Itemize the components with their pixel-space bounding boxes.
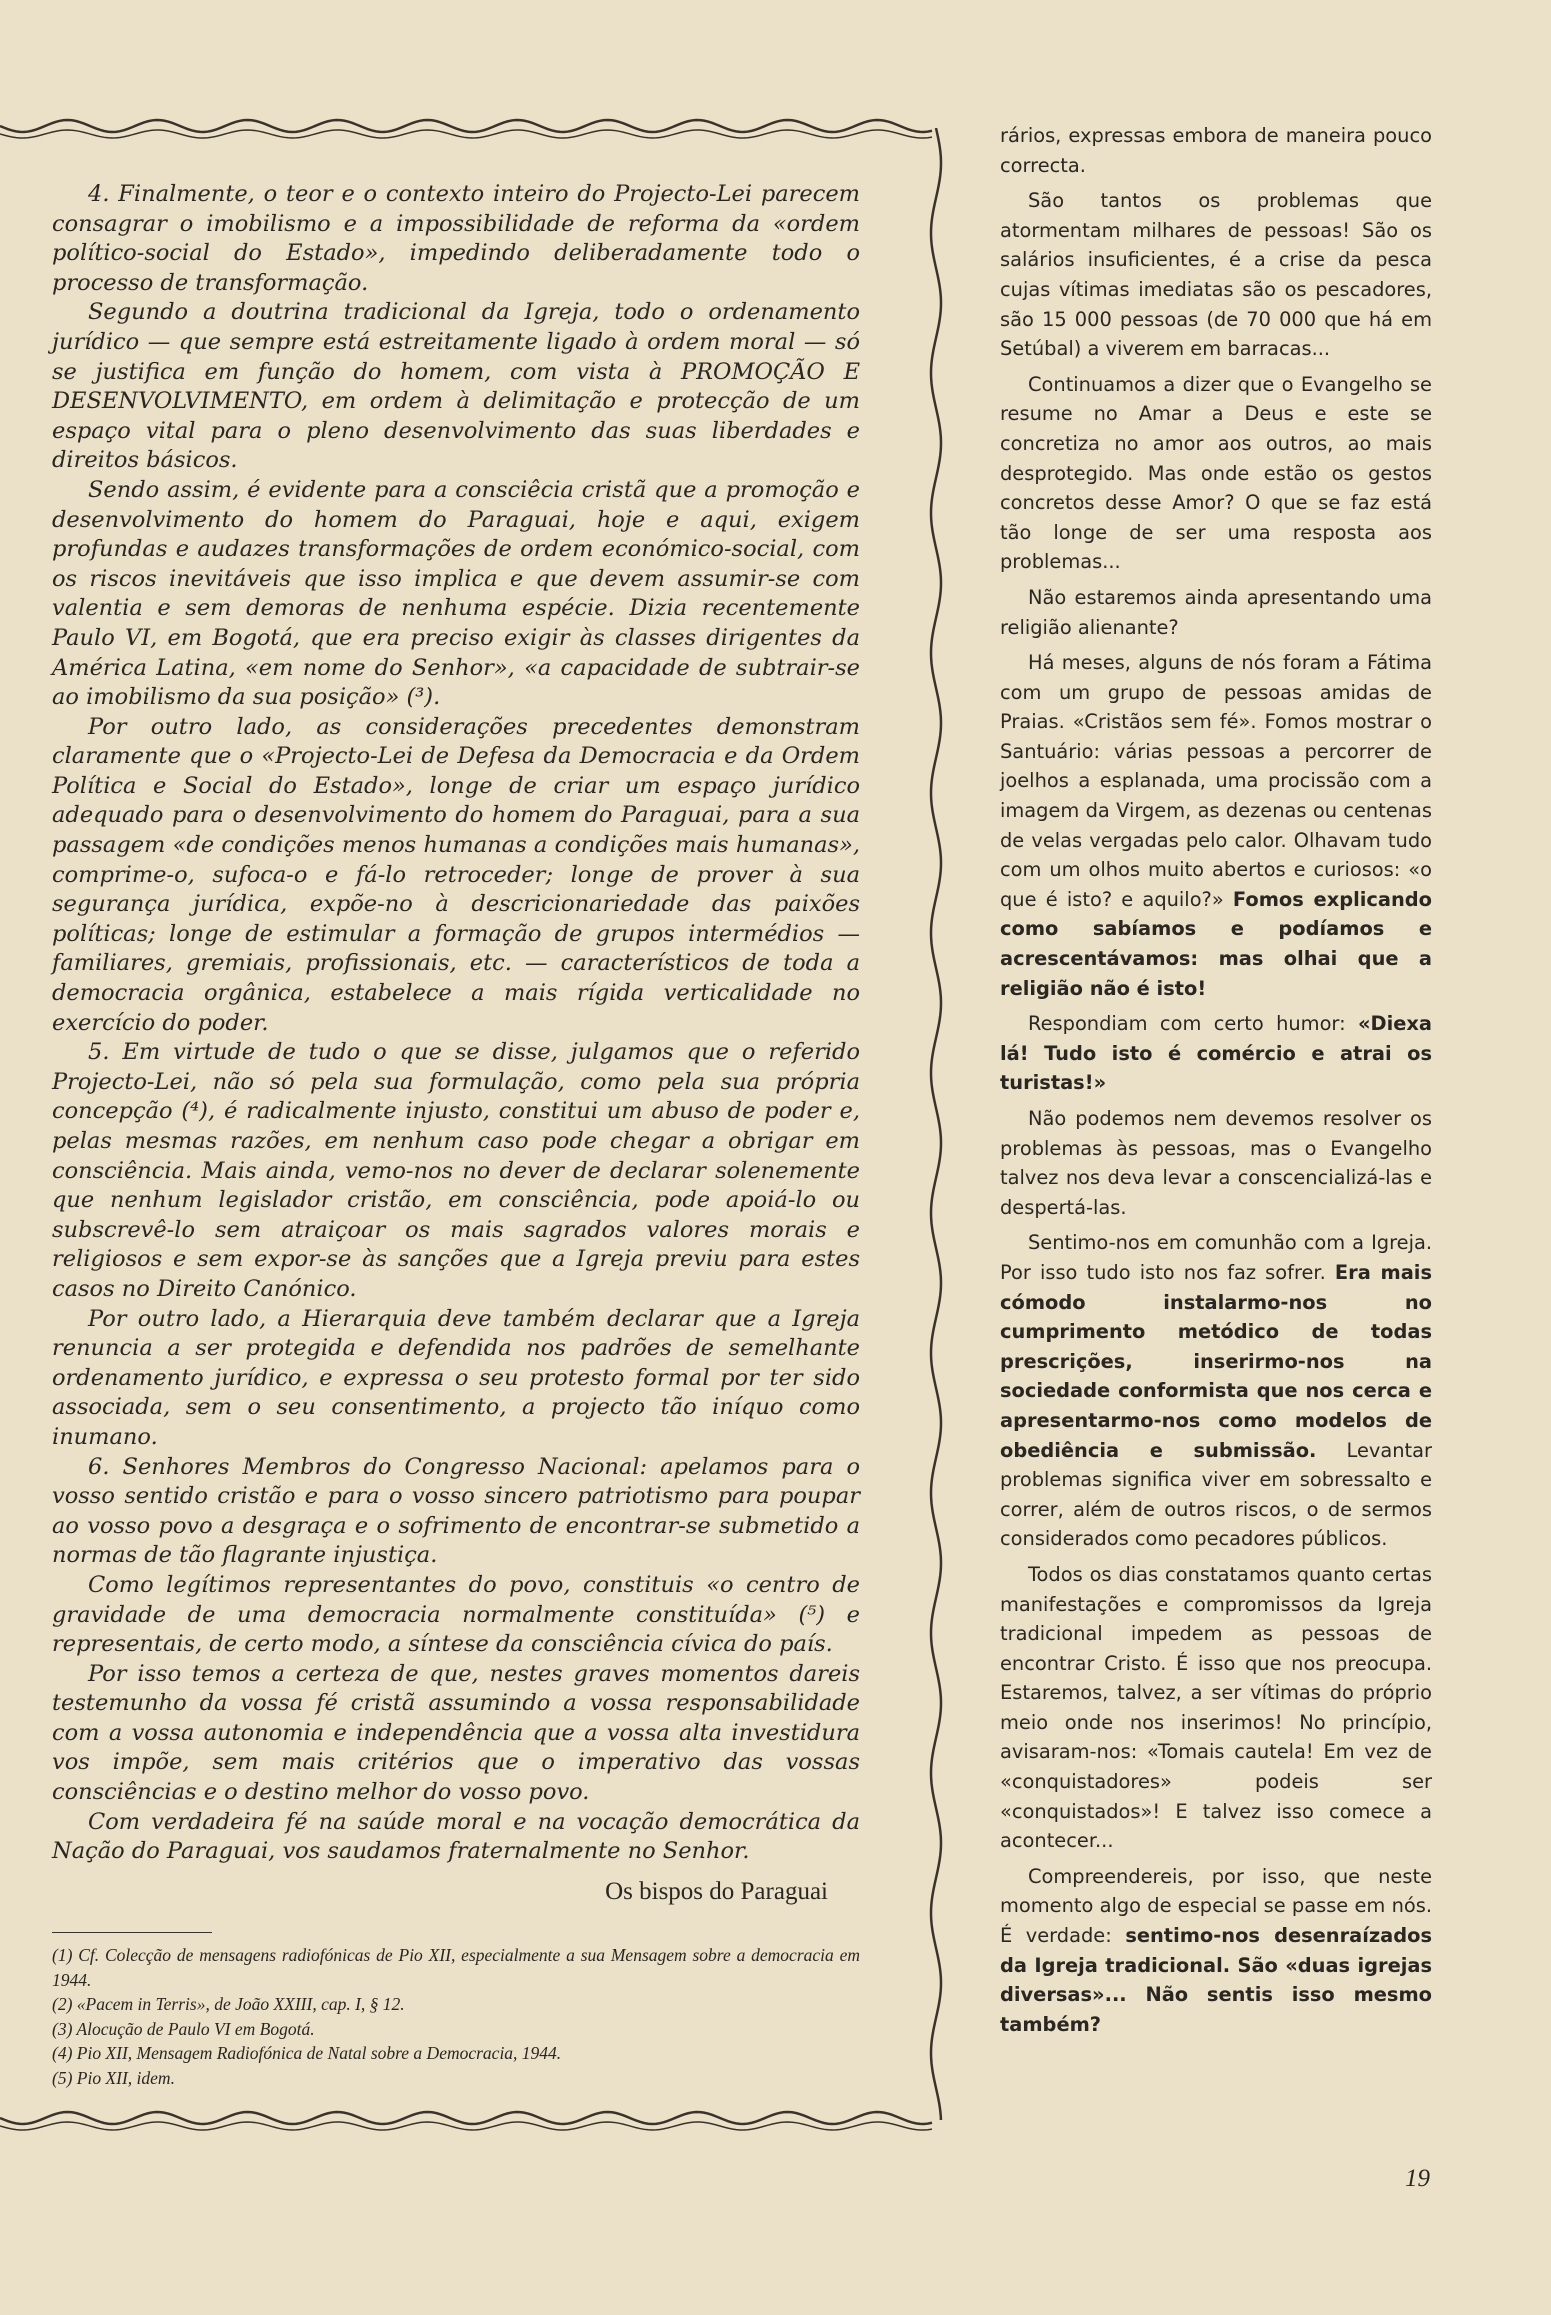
paragraph: rários, expressas embora de maneira pouco correcta.	[1000, 124, 1432, 177]
footnote: (4) Pio XII, Mensagem Radiofónica de Natal sobre a Democracia, 1944.	[52, 2043, 562, 2064]
paragraph-text: Sentimo-nos em comunhão com a Igreja. Por isso tudo isto nos faz sofrer.	[1000, 1231, 1432, 1284]
footnote: (3) Alocução de Paulo VI em Bogotá.	[52, 2018, 315, 2039]
paragraph: Por isso temos a certeza de que, nestes graves momentos dareis testemunho da vossa fé cristã assumindo a vossa responsabilidade com a vossa autonomia e independência que a vossa alta investidura vos impõe, sem mais critérios que o imperativo das vossas consciências e o destino melhor do vosso povo.	[52, 1660, 860, 1806]
bold-text: «Diexa lá! Tudo isto é comércio e atrai os turistas!»	[1000, 1012, 1432, 1095]
bottom-wavy-border	[0, 2104, 935, 2138]
footnote: (2) «Pacem in Terris», de João XXIII, cap. I, § 12.	[52, 1994, 405, 2015]
paragraph	[1000, 1009, 1432, 1098]
paragraph	[1000, 648, 1432, 1003]
top-wavy-border	[0, 112, 935, 146]
footnote: (5) Pio XII, idem.	[52, 2067, 175, 2088]
paragraph	[1000, 1228, 1432, 1554]
paragraph: Não estaremos ainda apresentando uma religião alienante?	[1000, 585, 1432, 639]
paragraph: Como legítimos representantes do povo, constituis «o centro de gravidade de uma democracia normalmente constituída» (⁵) e representais, de certo modo, a síntese da consciência cívica do país.	[52, 1571, 860, 1658]
footnotes	[52, 1943, 860, 2090]
paragraph: Sendo assim, é evidente para a consciêcia cristã que a promoção e desenvolvimento do homem do Paraguai, hoje e aqui, exigem profundas e audazes transformações de ordem económico-social, com os riscos inevitáveis que isso implica e que devem assumir-se com valentia e sem demoras de nenhuma espécie. Dizia recentemente Paulo VI, em Bogotá, que era preciso exigir às classes dirigentes da América Latina, «em nome do Senhor», «a capacidade de subtrair-se ao imobilismo da sua posição» (³).	[52, 476, 860, 711]
paragraph: Por outro lado, as considerações precedentes demonstram claramente que o «Projecto-Lei de Defesa da Democracia e da Ordem Política e Social do Estado», longe de criar um espaço jurídico adequado para o desenvolvimento do homem do Paraguai, para a sua passagem «de condições menos humanas a condições mais humanas», comprime-o, sufoca-o e fá-lo retroceder; longe de prover à sua segurança jurídica, expõe-no à descricionariedade das paixões políticas; longe de estimular a formação de grupos intermédios — familiares, gremiais, profissionais, etc. — característicos de toda a democracia orgânica, estabelece a mais rígida verticalidade no exercício do poder.	[52, 713, 860, 1036]
bold-text: sentimo-nos desenraízados da Igreja tradicional. São «duas igrejas diversas»... Não sentis isso mesmo também?	[1000, 1924, 1433, 2036]
paragraph: São tantos os problemas que atormentam milhares de pessoas! São os salários insuficientes, é a crise da pesca cujas vítimas imediatas são os pescadores, são 15 000 pessoas (de 70 000 que há em Setúbal) a viverem em barracas...	[1000, 189, 1432, 361]
footnote-divider	[52, 1932, 212, 1933]
paragraph: 4. Finalmente, o teor e o contexto inteiro do Projecto-Lei parecem consagrar o imobilismo e a impossibilidade de reforma da «ordem político-social do Estado», impedindo deliberadamente todo o processo de transformação.	[52, 181, 860, 296]
page-number: 19	[1405, 2165, 1430, 2192]
paragraph: Continuamos a dizer que o Evangelho se resume no Amar a Deus e este se concretiza no amor aos outros, ao mais desprotegido. Mas onde estão os gestos concretos desse Amor? O que se faz está tão longe de ser uma resposta aos problemas...	[1000, 372, 1432, 574]
paragraph: 5. Em virtude de tudo o que se disse, julgamos que o referido Projecto-Lei, não só pela sua formulação, como pela sua própria concepção (⁴), é radicalmente injusto, constitui um abuso de poder e, pelas mesmas razões, em nenhum caso pode chegar a obrigar em consciência. Mais ainda, vemo-nos no dever de declarar solenemente que nenhum legislador cristão, em consciência, pode apoiá-lo ou subscrevê-lo sem atraiçoar os mais sagrados valores morais e religiosos e sem expor-se às sanções que a Igreja previu para estes casos no Direito Canónico.	[52, 1039, 860, 1302]
paragraph	[1000, 1862, 1432, 2040]
paragraph-text: Respondiam com certo humor:	[1028, 1012, 1346, 1036]
footnote: (1) Cf. Colecção de mensagens radiofónicas de Pio XII, especialmente a sua Mensagem sobre a democracia em 1944.	[52, 1945, 860, 1990]
paragraph-text: Levantar problemas significa viver em sobressalto e correr, além de outros riscos, o de sermos considerados como pecadores públicos.	[1000, 1438, 1432, 1551]
paragraph: Com verdadeira fé na saúde moral e na vocação democrática da Nação do Paraguai, vos saudamos fraternalmente no Senhor.	[52, 1808, 860, 1865]
paragraph: Segundo a doutrina tradicional da Igreja, todo o ordenamento jurídico — que sempre está estreitamente ligado à ordem moral — só se justifica em função do homem, com vista à PROMOÇÃO E DESENVOLVIMENTO, em ordem à delimitação e protecção de um espaço vital para o pleno desenvolvimento das suas liberdades e direitos básicos.	[52, 299, 860, 474]
paragraph-text: Compreendereis, por isso, que neste momento algo de especial se passe em nós. É verdade:	[1000, 1864, 1432, 1948]
column-divider-rule	[920, 128, 960, 2120]
paragraph: Todos os dias constatamos quanto certas manifestações e compromissos da Igreja tradicional impedem as pessoas de encontrar Cristo. É isso que nos preocupa. Estaremos, talvez, a ser vítimas do próprio meio onde nos inserimos! No princípio, avisaram-nos: «Tomais cautela! Em vez de «conquistadores» podeis ser «conquistados»! E talvez isso comece a acontecer...	[1000, 1562, 1432, 1853]
bold-text: Era mais cómodo instalarmo-nos no cumprimento metódico de todas prescrições, inserirmo-nos na sociedade conformista que nos cerca e apresentarmo-nos como modelos de obediência e submissão.	[1000, 1260, 1432, 1462]
left-column	[52, 180, 860, 2090]
paragraph: Não podemos nem devemos resolver os problemas às pessoas, mas o Evangelho talvez nos deva levar a conscencializá-las e despertá-las.	[1000, 1107, 1432, 1219]
paragraph: Por outro lado, a Hierarquia deve também declarar que a Igreja renuncia a ser protegida e defendida nos padrões de semelhante ordenamento jurídico, e expressa o seu protesto formal por ter sido associada, sem o seu consentimento, a projecto tão iníquo como inumano.	[52, 1305, 860, 1450]
bold-text: Fomos explicando como sabíamos e podíamos e acrescentávamos: mas olhai que a religião não é isto!	[1000, 887, 1432, 1000]
signature: Os bispos do Paraguai	[605, 1877, 828, 1905]
paragraph-text: Há meses, alguns de nós foram a Fátima com um grupo de pessoas amidas de Praias. «Cristãos sem fé». Fomos mostrar o Santuário: várias pessoas a percorrer de joelhos a esplanada, uma procissão com a imagem da Virgem, as dezenas ou centenas de velas vergadas pelo calor. Olhavam tudo com um olhos muito abertos e curiosos: «o que é isto? e aquilo?»	[1000, 651, 1432, 911]
paragraph: 6. Senhores Membros do Congresso Nacional: apelamos para o vosso sentido cristão e para o vosso sincero patriotismo para poupar ao vosso povo a desgraça e o sofrimento de encontrar-se submetido a normas de tão flagrante injustiça.	[52, 1453, 860, 1569]
right-column	[1000, 121, 1432, 2045]
